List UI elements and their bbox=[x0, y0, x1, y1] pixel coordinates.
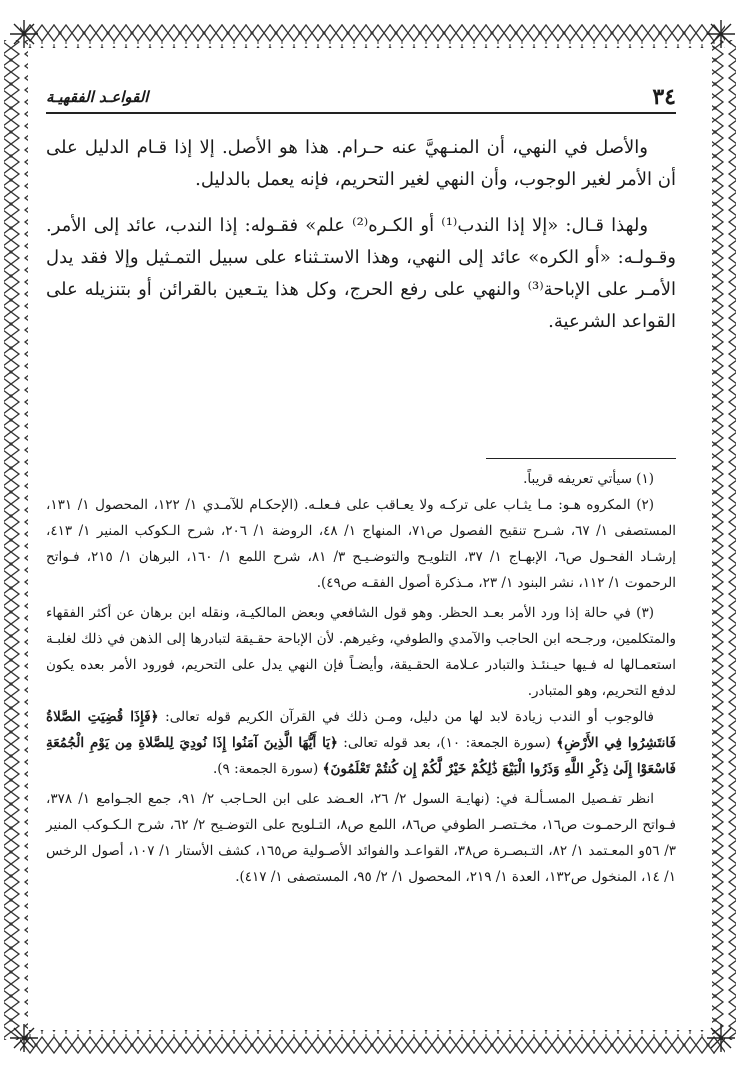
running-title: القواعـد الفقهيـة bbox=[46, 88, 149, 106]
footnote-2: (٢) المكروه هـو: مـا يثـاب على تركـه ولا يعـاقب على فـعلـه. (الإحكـام للآمـدي ١/ ١٢٢، المحصول ١/ ١٣١، المستصفى ١/ ٦٧، شـرح تنقيح الفصول ص٧١، المنهاج ١/ ٤٨، الروضة ١/ ٢٠٦، شرح الـكوكب المنير ١/ ٤١٣، إرشـاد الفحـول ص٦، الإبهـاج ١/ ٣٧، التلويـح والتوضـيـح ٣/ ٨١، شرح اللمع ١/ ١٦٠، البرهان ١/ ٢١٥، فـواتح الرحموت ١/ ١١٢، نشر البنود ١/ ٢٣، مـذكرة أصول الفقـه ص٤٩). bbox=[46, 497, 677, 591]
quran-reference-1: (سورة الجمعة: ١٠)، بعد قوله تعالى: bbox=[343, 735, 551, 751]
footnote-1: (١) سيأتي تعريفه قريباً. bbox=[523, 471, 654, 487]
header-rule bbox=[46, 112, 676, 114]
quran-verse-2: ﴿يَا أَيُّهَا الَّذِينَ آمَنُوا إِذَا نُودِيَ لِلصَّلاةِ مِن يَوْمِ الْجُمُعَةِ فَاسْعَوْا إِلَىٰ ذِكْرِ اللَّهِ وَذَرُوا الْبَيْعَ ذَٰلِكُمْ خَيْرٌ لَّكُمْ إِن كُنتُمْ تَعْلَمُونَ﴾ bbox=[46, 735, 676, 777]
footnote-3-continuation bbox=[46, 704, 676, 782]
paragraph-1: والأصل في النهي، أن المنـهيَّ عنه حـرام. هذا هو الأصل. إلا إذا قـام الدليل على أن الأمر لغير الوجوب، وأن النهي لغير التحريم، فإنه يعمل بالدليل. bbox=[46, 137, 676, 190]
paragraph-2: ولهذا قـال: «إلا إذا الندب⁽¹⁾ أو الكـره⁽²⁾ علم» فقـوله: إذا الندب، عائد إلى الأمر. وقـولـه: «أو الكره» عائد إلى النهي، وهذا الاستـثناء على سبيل التمـثيل وإلا فقد يدل الأمـر على الإباحة⁽³⁾ والنهي على رفع الحرج، وكل هذا يتـعين بالقرائن أو بتنزيله على القواعد الشرعية. bbox=[46, 215, 676, 332]
footnotes bbox=[46, 466, 676, 890]
main-text bbox=[46, 132, 676, 352]
footnote-3-references: انظر تفـصيل المسـألـة في: (نهايـة السول ٢/ ٢٦، العـضد على ابن الحـاجب ٢/ ٩١، جمع الجـوامع ١/ ٣٧٨، فـواتح الرحمـوت ص١٦، مخـتصـر الطوفي ص٨٦، اللمع ص٨، التـلويح على التوضـيح ٢/ ٦٢، شرح الـكـوكب المنير ٣/ ٥٦و المعـتمد ١/ ٨٢، التـبصـرة ص٣٨، القواعـد والفوائد الأصـولية ص١٦٥، كشف الأستار ١/ ١٠٧، أصول الرخس ١/ ١٤، المنخول ص١٣٢، العدة ١/ ٢١٩، المحصول ١/ ٢/ ٩٥، المستصفى ١/ ٤١٧). bbox=[46, 791, 677, 885]
footnote-3-intro: فالوجوب أو الندب زيادة لابد لها من دليل، ومـن ذلك في القرآن الكريم قوله تعالى: bbox=[165, 709, 654, 725]
page-header bbox=[46, 84, 676, 114]
quran-verse-1: ﴿فَإِذَا قُضِيَتِ الصَّلاةُ فَانتَشِرُوا فِي الأَرْضِ﴾ bbox=[46, 709, 676, 751]
quran-reference-2: (سورة الجمعة: ٩). bbox=[212, 761, 319, 777]
footnote-3: (٣) في حالة إذا ورد الأمر بعـد الحظر. وهو قول الشافعي وبعض المالكيـة، ونقله ابن برهان عن أكثر الفقهاء والمتكلمين، ورجـحه ابن الحاجب والآمدي والطوفي، وغيرهم. لأن الإباحة حقـيقة لتبادرها إلى الذهن في ذلك لغلبـة استعمـالها له فـيها حيـنئـذ والتبادر عـلامة الحقـيقة، وأيضـاً فإن النهي يدل على التحريم، فورود الأمر بعده يكون لدفع التحريم، وهو المتبادر. bbox=[46, 605, 676, 699]
footnote-separator bbox=[486, 458, 676, 459]
page-number: ٣٤ bbox=[652, 84, 676, 110]
